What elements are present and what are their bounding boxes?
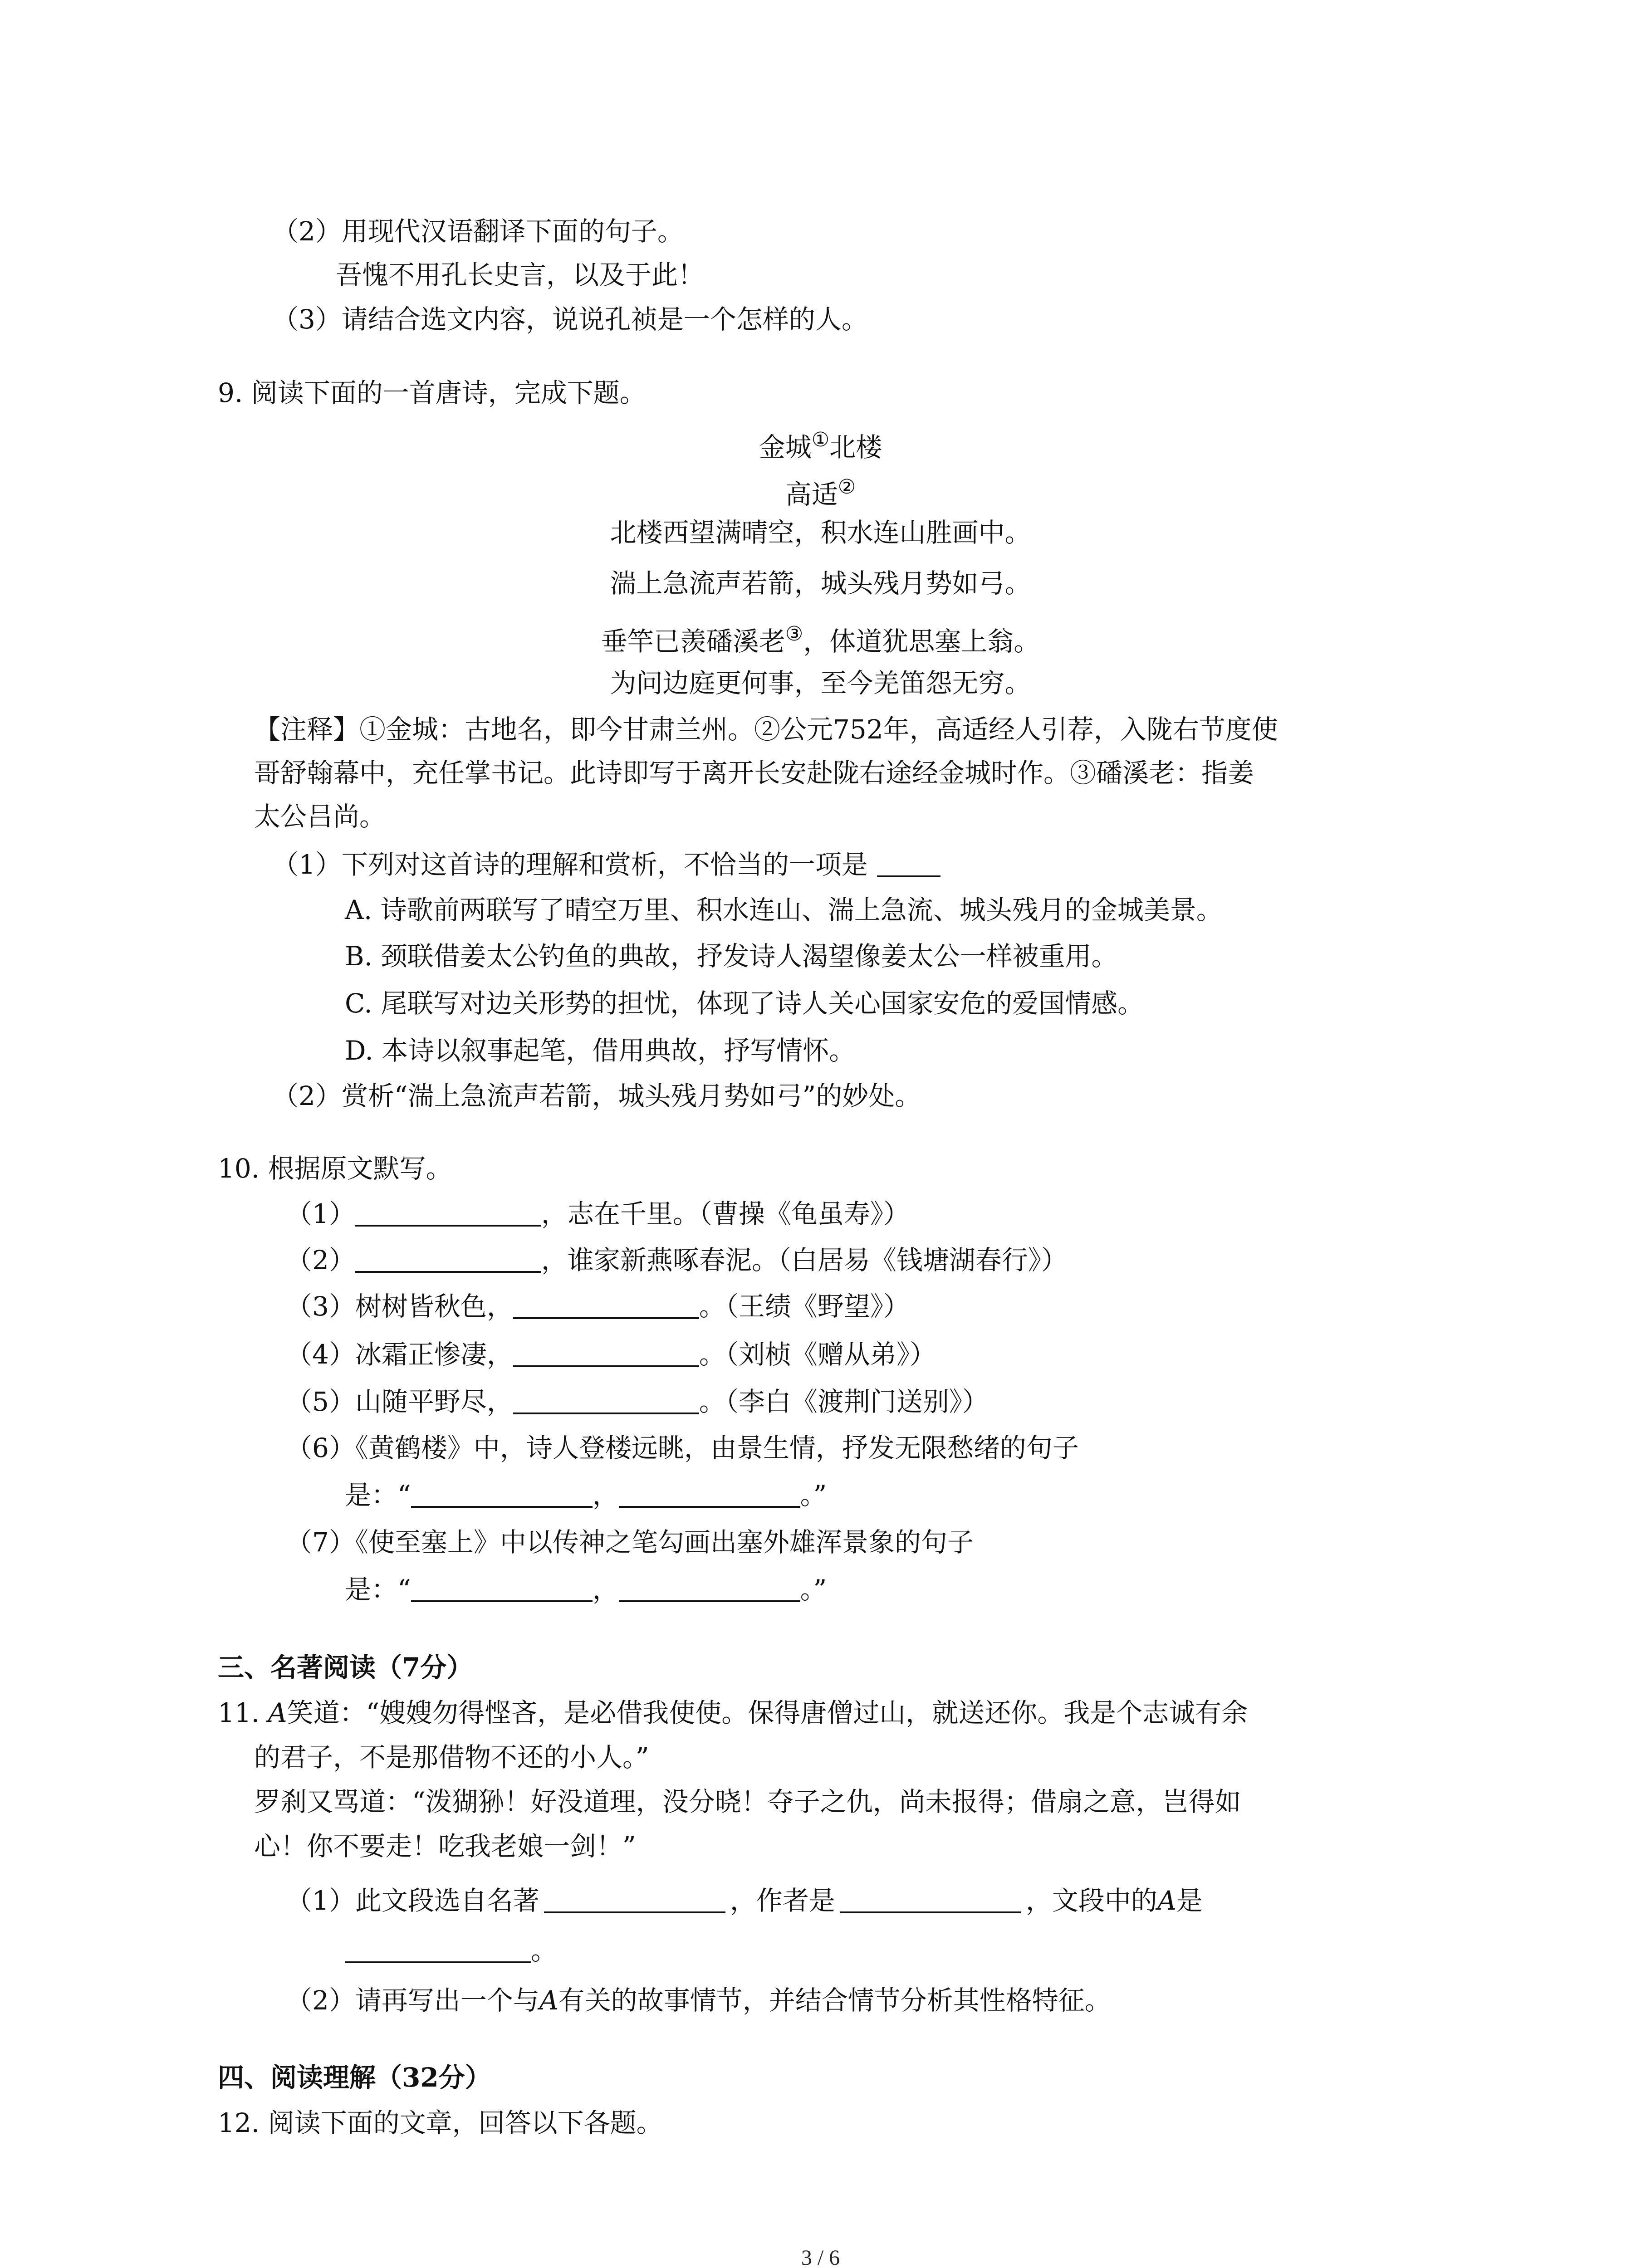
option-c: C. 尾联写对边关形势的担忧，体现了诗人关心国家安危的爱国情感。 [345, 988, 1144, 1019]
answer-blank[interactable] [544, 1883, 725, 1913]
answer-blank[interactable] [411, 1478, 593, 1508]
quote-open: 是：“ [345, 1480, 411, 1510]
poem-author [0, 469, 1641, 513]
option-a: A. 诗歌前两联写了晴空万里、积水连山、湍上急流、城头残月的金城美景。 [345, 894, 1223, 925]
comma: ， [592, 1574, 619, 1605]
q9-sub1-text: （1）下列对这首诗的理解和赏析，不恰当的一项是 [272, 849, 868, 880]
q10-item-2 [286, 1242, 1068, 1278]
section-3-heading: 三、名著阅读（7分） [218, 1652, 473, 1683]
poem-line-2: 湍上急流声若箭，城头残月势如弓。 [610, 568, 1031, 599]
q10-item-1-num: （1） [286, 1198, 355, 1229]
q11-sub1-d: 是 [1176, 1885, 1203, 1916]
note-marker-2: ② [838, 475, 856, 499]
q8-sub2: （2）用现代汉语翻译下面的句子。 [272, 216, 684, 247]
q10-item-1-text: ，志在千里。（曹操《龟虽寿》） [541, 1198, 910, 1229]
q11-sub1-cont [345, 1932, 557, 1969]
q10-item-3-a: （3）树树皆秋色， [286, 1291, 513, 1322]
q11-sub2-a: （2）请再写出一个与 [286, 1985, 539, 2016]
q10-item-7: （7）《使至塞上》中以传神之笔勾画出塞外雄浑景象的句子 [286, 1527, 974, 1558]
q9-sub2: （2）赏析“湍上急流声若箭，城头残月势如弓”的妙处。 [272, 1080, 921, 1111]
q10-item-4-b: 。（刘桢《赠从弟》） [699, 1339, 936, 1370]
poem-notes-3: 太公吕尚。 [254, 801, 386, 832]
answer-blank[interactable] [411, 1572, 593, 1602]
q10-item-6-answer [345, 1477, 827, 1513]
q10-item-4 [286, 1336, 936, 1373]
q11-line-3: 罗刹又骂道：“泼猢狲！好没道理，没分晓！夺子之仇，尚未报得；借扇之意，岂得如 [254, 1786, 1241, 1817]
q11-line-4: 心！你不要走！吃我老娘一剑！” [254, 1831, 636, 1862]
q8-sub3: （3）请结合选文内容，说说孔祯是一个怎样的人。 [272, 304, 868, 335]
q11-sub1-c: ，文段中的 [1025, 1885, 1157, 1916]
character-a: A [539, 1985, 558, 2016]
q10-item-6: （6）《黄鹤楼》中，诗人登楼远眺，由景生情，抒发无限愁绪的句子 [286, 1432, 1079, 1463]
q10-item-7-answer [345, 1571, 827, 1608]
q11-sub1-b: ，作者是 [730, 1885, 835, 1916]
answer-blank[interactable] [840, 1883, 1021, 1913]
page-number: 3 / 6 [801, 2246, 840, 2268]
answer-blank[interactable] [355, 1243, 541, 1273]
poem-line-3b: ，体道犹思塞上翁。 [803, 626, 1040, 657]
q10-item-2-text: ，谁家新燕啄春泥。（白居易《钱塘湖春行》） [541, 1245, 1068, 1276]
q10-item-5-a: （5）山随平野尽， [286, 1386, 513, 1417]
answer-blank[interactable] [513, 1384, 699, 1414]
q11-text-1: 笑道：“嫂嫂勿得悭吝，是必借我使使。保得唐僧过山，就送还你。我是个志诚有余 [287, 1697, 1248, 1728]
character-a: A [1157, 1885, 1176, 1916]
poem-title-a: 金城 [759, 432, 812, 463]
q11-line-1 [218, 1695, 1248, 1731]
answer-blank[interactable] [513, 1289, 699, 1319]
poem-line-1: 北楼西望满晴空，积水连山胜画中。 [610, 517, 1031, 548]
answer-blank[interactable] [513, 1337, 699, 1367]
q10-item-4-a: （4）冰霜正惨凄， [286, 1339, 513, 1370]
q10-item-5-b: 。（李白《渡荆门送别》） [699, 1386, 989, 1417]
q10-item-3-b: 。（王绩《野望》） [699, 1291, 910, 1322]
poem-line-4: 为问边庭更何事，至今羌笛怨无穷。 [610, 668, 1031, 699]
q10-item-2-num: （2） [286, 1245, 355, 1276]
comma: ， [592, 1480, 619, 1510]
quote-close: 。” [800, 1480, 827, 1510]
poem-title-b: 北楼 [829, 432, 882, 463]
q11-num: 11. [218, 1697, 268, 1728]
answer-blank[interactable] [345, 1933, 531, 1963]
q11-sub1 [286, 1882, 1203, 1919]
poem-line-3 [0, 616, 1641, 660]
q9-stem: 9. 阅读下面的一首唐诗，完成下题。 [218, 377, 646, 408]
answer-blank[interactable] [619, 1572, 800, 1602]
answer-blank[interactable] [877, 847, 941, 877]
poem-notes-1: 【注释】①金城：古地名，即今甘肃兰州。②公元752年，高适经人引荐，入陇右节度使 [254, 714, 1278, 745]
q10-stem: 10. 根据原文默写。 [218, 1153, 452, 1184]
poem-line-3a: 垂竿已羡磻溪老 [601, 626, 785, 657]
poem-title [0, 422, 1641, 465]
answer-blank[interactable] [355, 1197, 541, 1227]
q11-sub1-end: 。 [531, 1935, 558, 1966]
q11-line-2: 的君子，不是那借物不还的小人。” [254, 1742, 649, 1773]
quote-close: 。” [800, 1574, 827, 1605]
section-4-heading: 四、阅读理解（32分） [218, 2062, 491, 2093]
q11-sub2-b: 有关的故事情节，并结合情节分析其性格特征。 [558, 1985, 1111, 2016]
note-marker-3: ③ [785, 622, 803, 645]
poem-author-name: 高适 [785, 479, 838, 510]
quote-open: 是：“ [345, 1574, 411, 1605]
q12-stem: 12. 阅读下面的文章，回答以下各题。 [218, 2107, 663, 2138]
q11-sub1-a: （1）此文段选自名著 [286, 1885, 539, 1916]
option-b: B. 颈联借姜太公钓鱼的典故，抒发诗人渴望像姜太公一样被重用。 [345, 941, 1118, 972]
character-a: A [268, 1697, 287, 1728]
q11-sub2 [286, 1982, 1111, 2019]
answer-blank[interactable] [619, 1478, 800, 1508]
option-d: D. 本诗以叙事起笔，借用典故，抒写情怀。 [345, 1035, 856, 1066]
poem-notes-2: 哥舒翰幕中，充任掌书记。此诗即写于离开长安赴陇右途经金城时作。③磻溪老：指姜 [254, 758, 1254, 788]
q9-sub1 [272, 846, 941, 883]
q10-item-3 [286, 1288, 910, 1325]
note-marker-1: ① [811, 428, 830, 451]
q8-sentence: 吾愧不用孔长史言，以及于此！ [336, 259, 705, 290]
q10-item-1 [286, 1196, 910, 1232]
q10-item-5 [286, 1383, 989, 1420]
